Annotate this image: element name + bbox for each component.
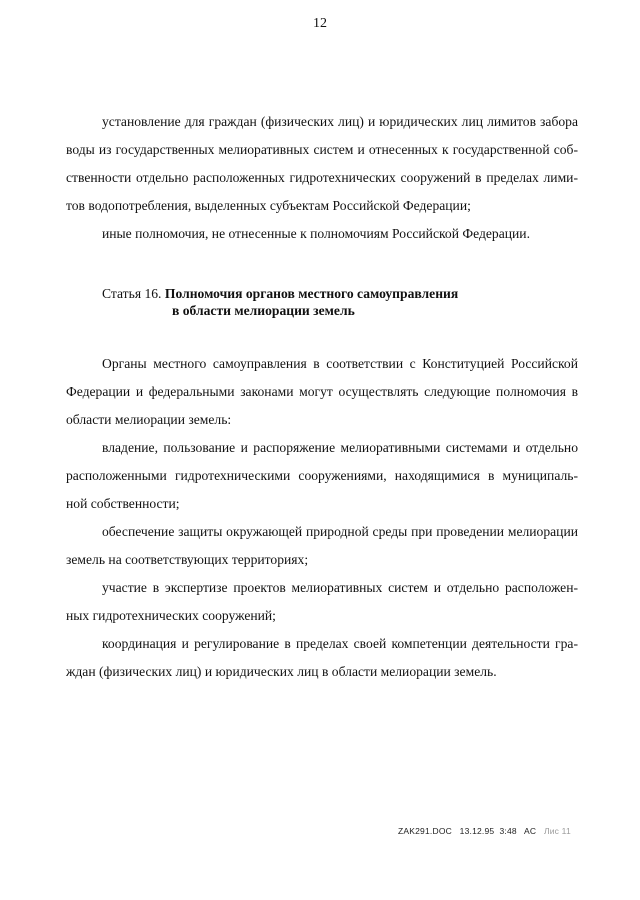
text-block-1	[66, 108, 578, 248]
text-line: воды из государственных мелиоративных систем и отнесенных к государственной соб-	[66, 142, 578, 157]
text-line: Федерации и федеральными законами могут осуществлять следующие полномочия в	[66, 384, 578, 399]
article-number: Статья 16.	[102, 286, 162, 301]
text-line: обеспечение защиты окружающей природной среды при проведении мелиорации	[102, 524, 578, 539]
text-line: ной собственности;	[66, 496, 180, 511]
text-block-2	[66, 350, 578, 686]
article-heading	[102, 285, 572, 319]
paragraph	[66, 574, 578, 630]
text-line: ждан (физических лиц) и юридических лиц в области мелиорации земель.	[66, 664, 497, 679]
text-line: ственности отдельно расположенных гидротехнических сооружений в пределах лими-	[66, 170, 578, 185]
text-line: тов водопотребления, выделенных субъектам Российской Федерации;	[66, 198, 471, 213]
text-line: расположенными гидротехническими сооружениями, находящимися в муниципаль-	[66, 468, 578, 483]
paragraph	[66, 630, 578, 686]
paragraph	[66, 518, 578, 574]
document-footer	[398, 826, 571, 836]
text-line: области мелиорации земель:	[66, 412, 232, 427]
paragraph	[66, 350, 578, 434]
footer-filename: ZAK291.DOC	[398, 826, 452, 836]
page-number: 12	[313, 16, 327, 31]
footer-initials: AC	[524, 826, 537, 836]
text-line: иные полномочия, не отнесенные к полномочиям Российской Федерации.	[102, 226, 530, 241]
article-title-line-2: в области мелиорации земель	[172, 303, 355, 318]
footer-time: 3:48	[499, 826, 517, 836]
text-line: Органы местного самоуправления в соответствии с Конституцией Российской	[102, 356, 578, 371]
article-title-line-1: Полномочия органов местного самоуправления	[164, 286, 459, 301]
text-line: установление для граждан (физических лиц) и юридических лиц лимитов забора	[102, 114, 578, 129]
text-line: координация и регулирование в пределах своей компетенции деятельности гра-	[102, 636, 578, 651]
text-line: участие в экспертизе проектов мелиоративных систем и отдельно расположен-	[102, 580, 578, 595]
text-line: владение, пользование и распоряжение мелиоративными системами и отдельно	[102, 440, 578, 455]
paragraph	[66, 220, 578, 248]
text-line: земель на соответствующих территориях;	[66, 552, 309, 567]
paragraph	[66, 108, 578, 220]
paragraph	[66, 434, 578, 518]
footer-trailing: Лис 11	[543, 826, 571, 836]
text-line: ных гидротехнических сооружений;	[66, 608, 276, 623]
footer-date: 13.12.95	[459, 826, 495, 836]
